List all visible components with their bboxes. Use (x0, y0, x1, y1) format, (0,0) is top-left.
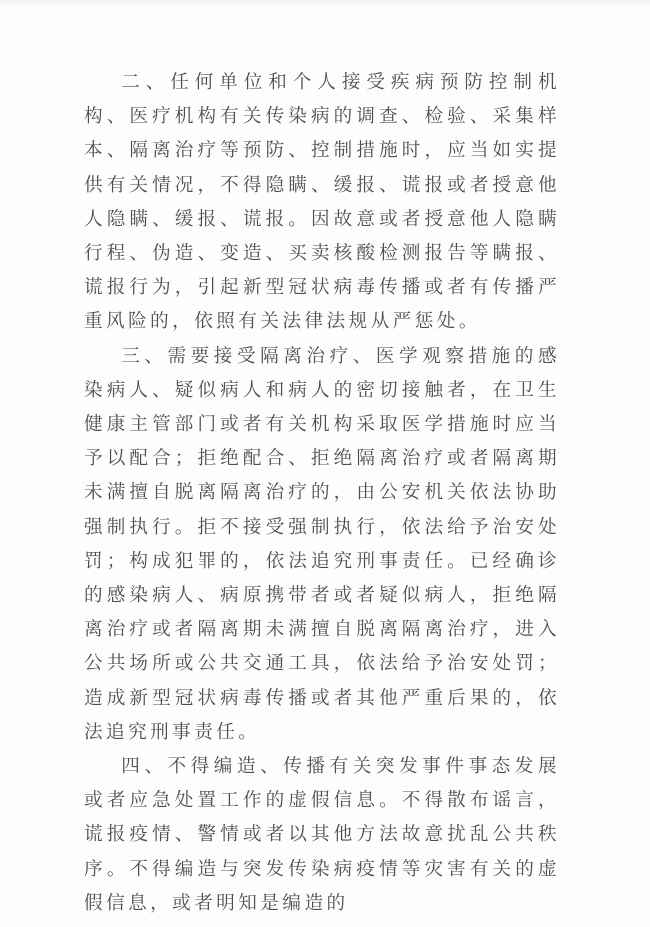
paragraph-item-4: 四、不得编造、传播有关突发事件事态发展或者应急处置工作的虚假信息。不得散布谣言，谎报疫情、警情或者以其他方法故意扰乱公共秩序。不得编造与突发传染病疫情等灾害有关的虚假信息，或者明知是编造的 (84, 756, 560, 914)
paragraph-item-2: 二、任何单位和个人接受疾病预防控制机构、医疗机构有关传染病的调查、检验、采集样本、隔离治疗等预防、控制措施时，应当如实提供有关情况，不得隐瞒、缓报、谎报或者授意他人隐瞒、缓报、谎报。因故意或者授意他人隐瞒行程、伪造、变造、买卖核酸检测报告等瞒报、谎报行为，引起新型冠状病毒传播或者有传播严重风险的，依照有关法律法规从严惩处。 (84, 72, 560, 333)
paragraph-item-3: 三、需要接受隔离治疗、医学观察措施的感染病人、疑似病人和病人的密切接触者，在卫生健康主管部门或者有关机构采取医学措施时应当予以配合；拒绝配合、拒绝隔离治疗或者隔离期未满擅自脱离隔离治疗的，由公安机关依法协助强制执行。拒不接受强制执行，依法给予治安处罚；构成犯罪的，依法追究刑事责任。已经确诊的感染病人、病原携带者或者疑似病人，拒绝隔离治疗或者隔离期未满擅自脱离隔离治疗，进入公共场所或公共交通工具，依法给予治安处罚；造成新型冠状病毒传播或者其他严重后果的，依法追究刑事责任。 (84, 345, 560, 743)
document-body (84, 66, 560, 921)
scan-edge-shadow (0, 0, 650, 6)
